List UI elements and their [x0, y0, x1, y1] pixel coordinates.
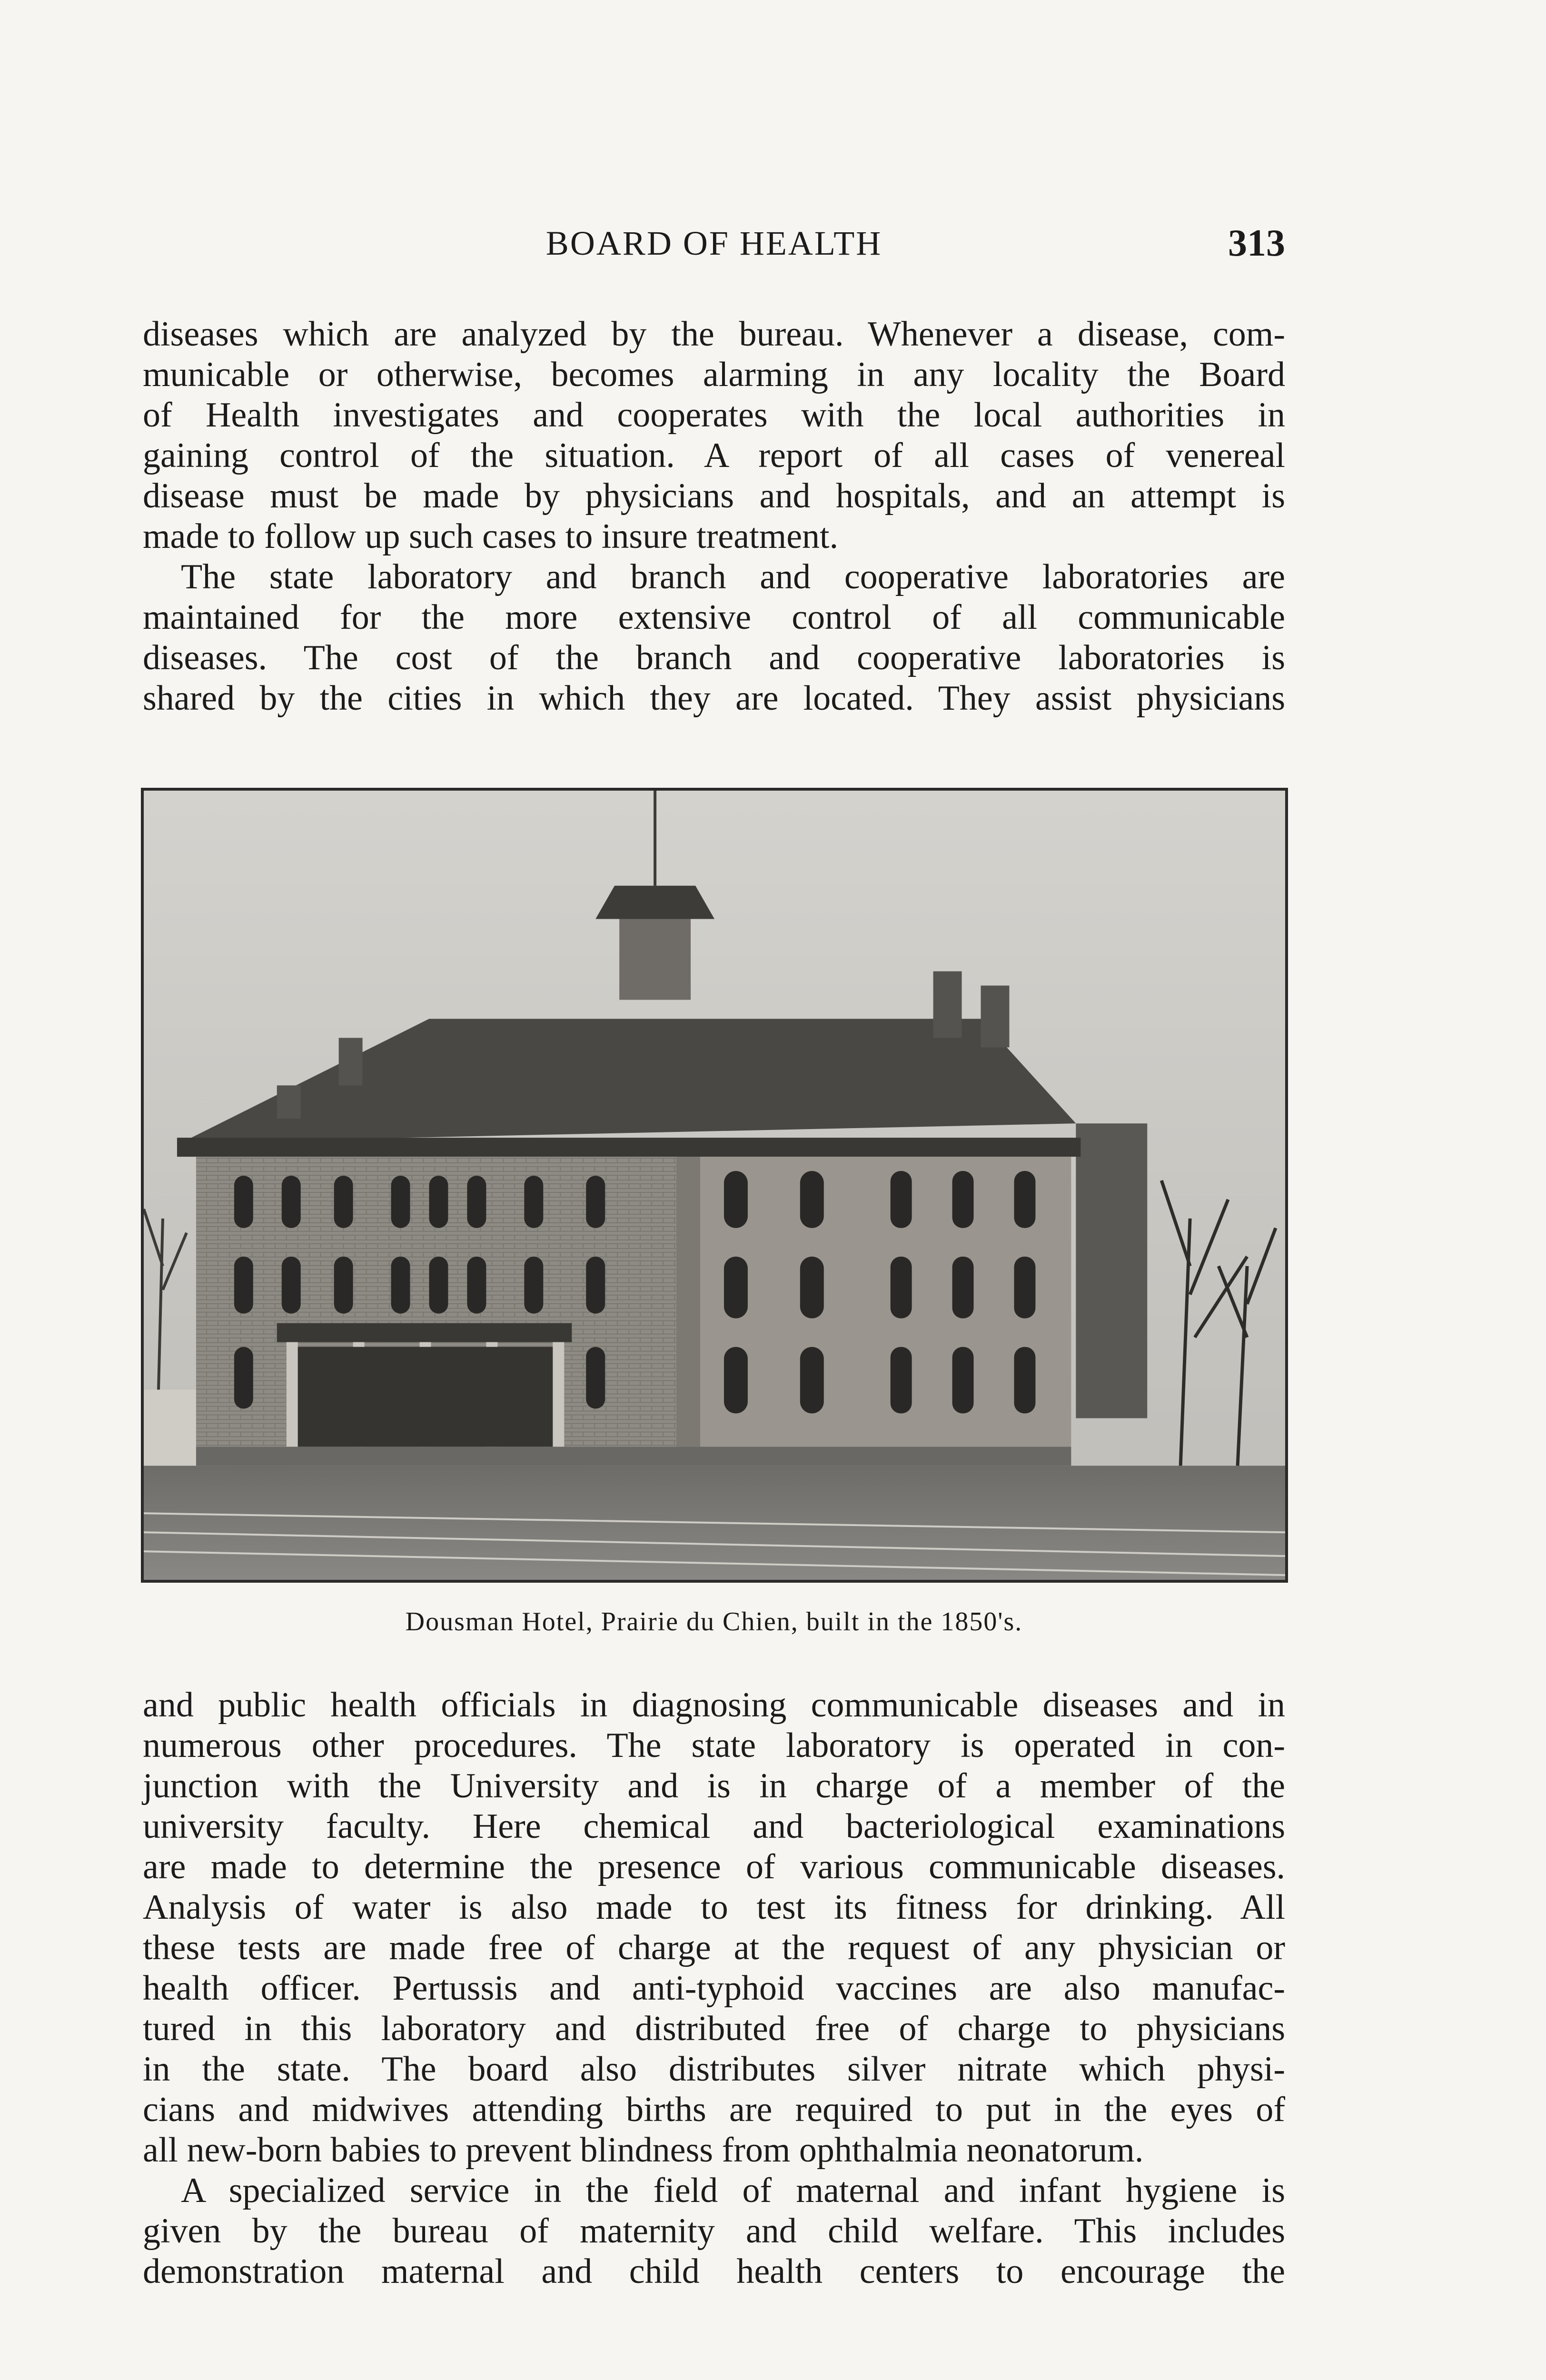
hotel-building-illustration: [144, 791, 1285, 1580]
building-photograph: [141, 788, 1288, 1583]
text-line: disease must be made by physicians and hospitals, and an attempt is: [143, 476, 1285, 516]
text-line: of Health investigates and cooperates with the local authorities in: [143, 396, 1285, 435]
text-line: numerous other procedures. The state laboratory is operated in con-: [143, 1726, 1285, 1765]
text-line: tured in this laboratory and distributed free of charge to physicians: [143, 2009, 1285, 2048]
text-line: given by the bureau of maternity and child welfare. This includes: [143, 2211, 1285, 2251]
text-line: these tests are made free of charge at the request of any physician or: [143, 1928, 1285, 1967]
text-line: A specialized service in the field of maternal and infant hygiene is: [181, 2171, 1285, 2210]
body-text-bottom: [143, 1685, 1285, 2292]
text-line: Analysis of water is also made to test its fitness for drinking. All: [143, 1888, 1285, 1927]
text-line: university faculty. Here chemical and bacteriological examinations: [143, 1807, 1285, 1846]
text-line: junction with the University and is in charge of a member of the: [143, 1766, 1285, 1805]
text-line: maintained for the more extensive control of all communicable: [143, 598, 1285, 637]
text-line: health officer. Pertussis and anti-typhoid vaccines are also manufac-: [143, 1969, 1285, 2008]
text-line: cians and midwives attending births are required to put in the eyes of: [143, 2090, 1285, 2129]
text-line: in the state. The board also distributes silver nitrate which physi-: [143, 2050, 1285, 2089]
page-number: 313: [1228, 222, 1285, 264]
text-line: diseases. The cost of the branch and cooperative laboratories is: [143, 638, 1285, 677]
text-line: shared by the cities in which they are located. They assist physicians: [143, 679, 1285, 718]
running-title: BOARD OF HEALTH: [545, 224, 882, 262]
text-line: made to follow up such cases to insure treatment.: [143, 517, 839, 556]
text-line: The state laboratory and branch and cooperative laboratories are: [181, 557, 1285, 596]
text-line: gaining control of the situation. A report of all cases of venereal: [143, 436, 1285, 475]
text-line: are made to determine the presence of various communicable diseases.: [143, 1847, 1285, 1886]
text-line: municable or otherwise, becomes alarming in any locality the Board: [143, 355, 1285, 394]
body-text-top: [143, 314, 1285, 719]
page-header: [143, 224, 1285, 271]
text-line: and public health officials in diagnosing communicable diseases and in: [143, 1686, 1285, 1725]
text-line: all new-born babies to prevent blindness from ophthalmia neonatorum.: [143, 2131, 1144, 2170]
text-line: demonstration maternal and child health centers to encourage the: [143, 2252, 1285, 2291]
figure-caption: Dousman Hotel, Prairie du Chien, built in the 1850's.: [405, 1607, 1023, 1636]
text-line: diseases which are analyzed by the bureau. Whenever a disease, com-: [143, 315, 1285, 354]
